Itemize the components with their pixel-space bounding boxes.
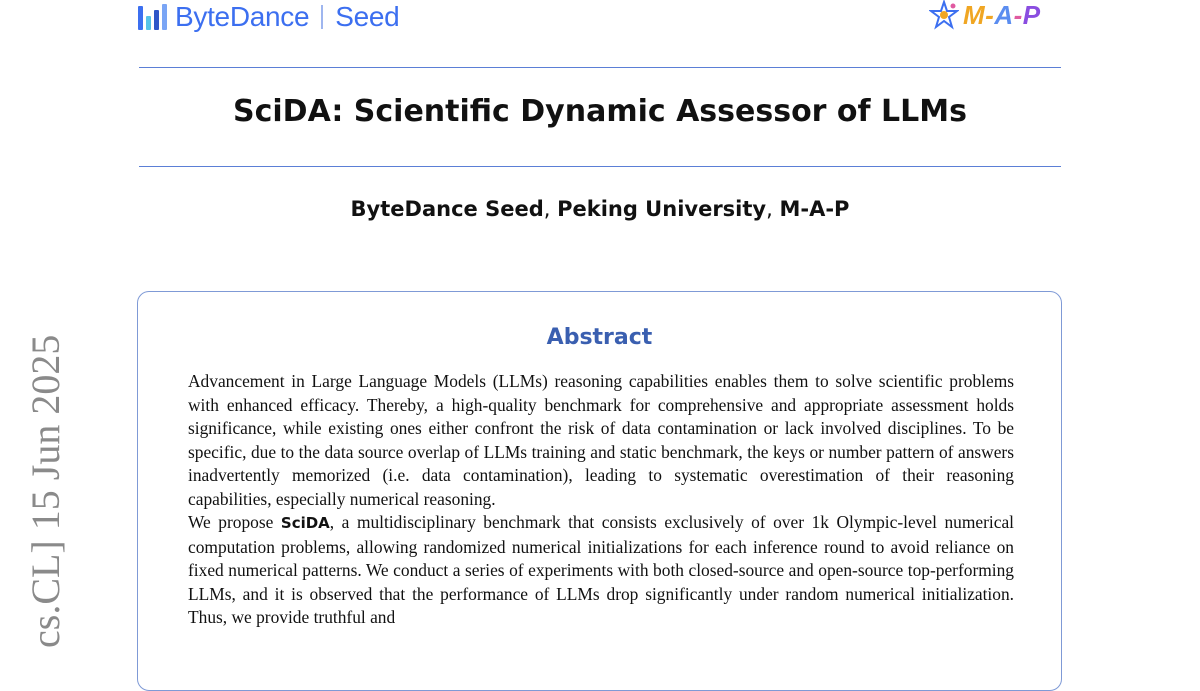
map-letter: M <box>963 0 986 30</box>
map-letter: P <box>1022 0 1041 30</box>
map-logo-text <box>963 0 1041 31</box>
logo-product-text: Seed <box>335 1 400 32</box>
benchmark-name: SciDA <box>280 514 330 532</box>
abstract-body <box>188 370 1014 630</box>
map-letter: - <box>1013 0 1023 30</box>
map-star-icon <box>929 0 959 30</box>
bytedance-seed-logo <box>138 0 399 34</box>
abstract-paragraph-1: Advancement in Large Language Models (LLMs) reasoning capabilities enables them to solve scientific problems with enhanced efficacy. Thereby, a high-quality benchmark for comprehensive and appropriate assessment holds significance, while existing ones either confront the risk of data contamination or lack involved disciplines. To be specific, due to the data source overlap of LLMs training and static benchmark, the keys or number pattern of answers inadvertently memorized (i.e. data contamination), leading to systematic overestimation of their reasoning capabilities, especially numerical reasoning. <box>188 371 1014 509</box>
map-letter: A <box>994 0 1014 30</box>
map-logo <box>929 0 1041 30</box>
bytedance-bars-icon <box>138 4 167 30</box>
abstract-paragraph-2 <box>188 511 1014 630</box>
abstract-p2-pre: We propose <box>188 512 281 532</box>
abstract-p2-post: , a multidisciplinary benchmark that consists exclusively of over 1k Olympic-level numerical computation problems, allowing randomized numerical initializations for each inference round to avoid reliance on fixed numerical patterns. We conduct a series of experiments with both closed-source and open-source top-performing LLMs, and it is observed that the performance of LLMs drop significantly under random numerical initialization. Thus, we provide truthful and <box>188 512 1015 627</box>
paper-title: SciDA: Scientific Dynamic Assessor of LLMs <box>233 94 967 129</box>
title-rule <box>139 166 1061 167</box>
author-line: ByteDance Seed, Peking University, M-A-P <box>350 197 850 221</box>
author-affiliation: ByteDance Seed <box>350 197 544 221</box>
arxiv-side-stamp: cs.CL] 15 Jun 2025 <box>23 334 68 648</box>
map-letter: - <box>985 0 995 30</box>
author-affiliation: M-A-P <box>779 197 850 221</box>
top-rule <box>139 67 1061 68</box>
logo-brand-text: ByteDance <box>175 1 310 32</box>
author-affiliation: Peking University <box>557 197 767 221</box>
abstract-heading: Abstract <box>546 325 653 350</box>
abstract-box <box>137 291 1062 691</box>
logo-separator <box>321 5 323 29</box>
